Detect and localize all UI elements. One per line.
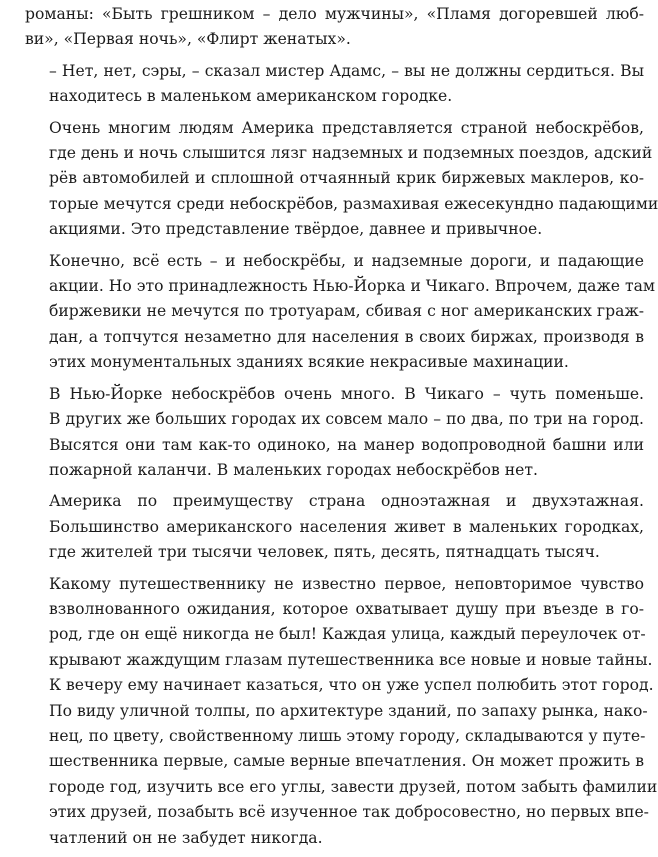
text-line: Большинство американского населения живет в маленьких городках, [49, 517, 644, 536]
text-line: взволнованного ожидания, которое охватывает душу при въезде в го- [49, 599, 644, 618]
text-line: акциями. Это представление твёрдое, давнее и привычное. [49, 220, 543, 239]
text-line: род, где он ещё никогда не был! Каждая улица, каждый переулочек от- [49, 625, 646, 644]
text-line: Америка по преимуществу страна одноэтажная и двухэтажная. [49, 492, 644, 511]
text-line: К вечеру ему начинает казаться, что он уже успел полюбить этот город. [49, 676, 654, 695]
text-line: Какому путешественнику не известно первое, неповторимое чувство [49, 574, 644, 593]
text-line: Очень многим людям Америка представляется страной небоскрёбов, [49, 118, 644, 137]
paragraph [25, 59, 644, 110]
text-line: крывают жаждущим глазам путешественника все новые и новые тайны. [49, 650, 653, 669]
text-line: торые мечутся среди небоскрёбов, размахивая ежесекундно падающими [49, 194, 658, 213]
text-line: этих друзей, позабыть всё изученное так добросовестно, но первых впе- [49, 803, 649, 822]
text-line: городе год, изучить все его углы, завести друзей, потом забыть фамилии [49, 777, 658, 796]
text-line: чатлений он не забудет никогда. [49, 828, 323, 847]
text-line: биржевики не мечутся по тротуарам, сбивая с ног американских граж- [49, 302, 644, 321]
paragraph [25, 249, 656, 376]
text-line: Высятся они там как-то одиноко, на манер водопроводной башни или [49, 435, 644, 454]
text-line: этих монументальных зданиях всякие некрасивые махинации. [49, 353, 569, 372]
text-body [25, 2, 658, 851]
paragraph [25, 572, 658, 851]
text-line: романы: «Быть грешником – дело мужчины», «Пламя догоревшей люб- [25, 5, 644, 23]
text-line: Конечно, всё есть – и небоскрёбы, и надземные дороги, и падающие [49, 251, 644, 270]
text-line: пожарной каланчи. В маленьких городах небоскрёбов нет. [49, 460, 538, 479]
text-line: В других же больших городах их совсем мало – по два, по три на город. [49, 410, 644, 429]
text-line: где день и ночь слышится лязг надземных и подземных поездов, адский [49, 144, 653, 163]
text-line: – Нет, нет, сэры, – сказал мистер Адамс, – вы не должны сердиться. Вы [49, 61, 644, 80]
text-line: По виду уличной толпы, по архитектуре зданий, по запаху рынка, нако- [49, 701, 648, 720]
text-line: нец, по цвету, свойственному лишь этому городу, складываются у путе- [49, 726, 646, 745]
text-line: В Нью-Йорке небоскрёбов очень много. В Чикаго – чуть поменьше. [49, 384, 644, 403]
paragraph [25, 116, 658, 243]
text-line: шественника первые, самые верные впечатления. Он может прожить в [49, 752, 644, 771]
text-line: ви», «Первая ночь», «Флирт женатых». [25, 30, 351, 49]
text-line: дан, а топчутся незаметно для населения в своих биржах, производя в [49, 327, 644, 346]
text-line: акции. Но это принадлежность Нью-Йорка и Чикаго. Впрочем, даже там [49, 277, 656, 296]
paragraph [25, 489, 644, 565]
text-line: где жителей три тысячи человек, пять, десять, пятнадцать тысяч. [49, 543, 600, 562]
paragraph [25, 2, 644, 53]
text-line: рёв автомобилей и сплошной отчаянный крик биржевых маклеров, ко- [49, 169, 644, 188]
paragraph [25, 382, 644, 484]
text-line: находитесь в маленьком американском городке. [49, 87, 453, 106]
